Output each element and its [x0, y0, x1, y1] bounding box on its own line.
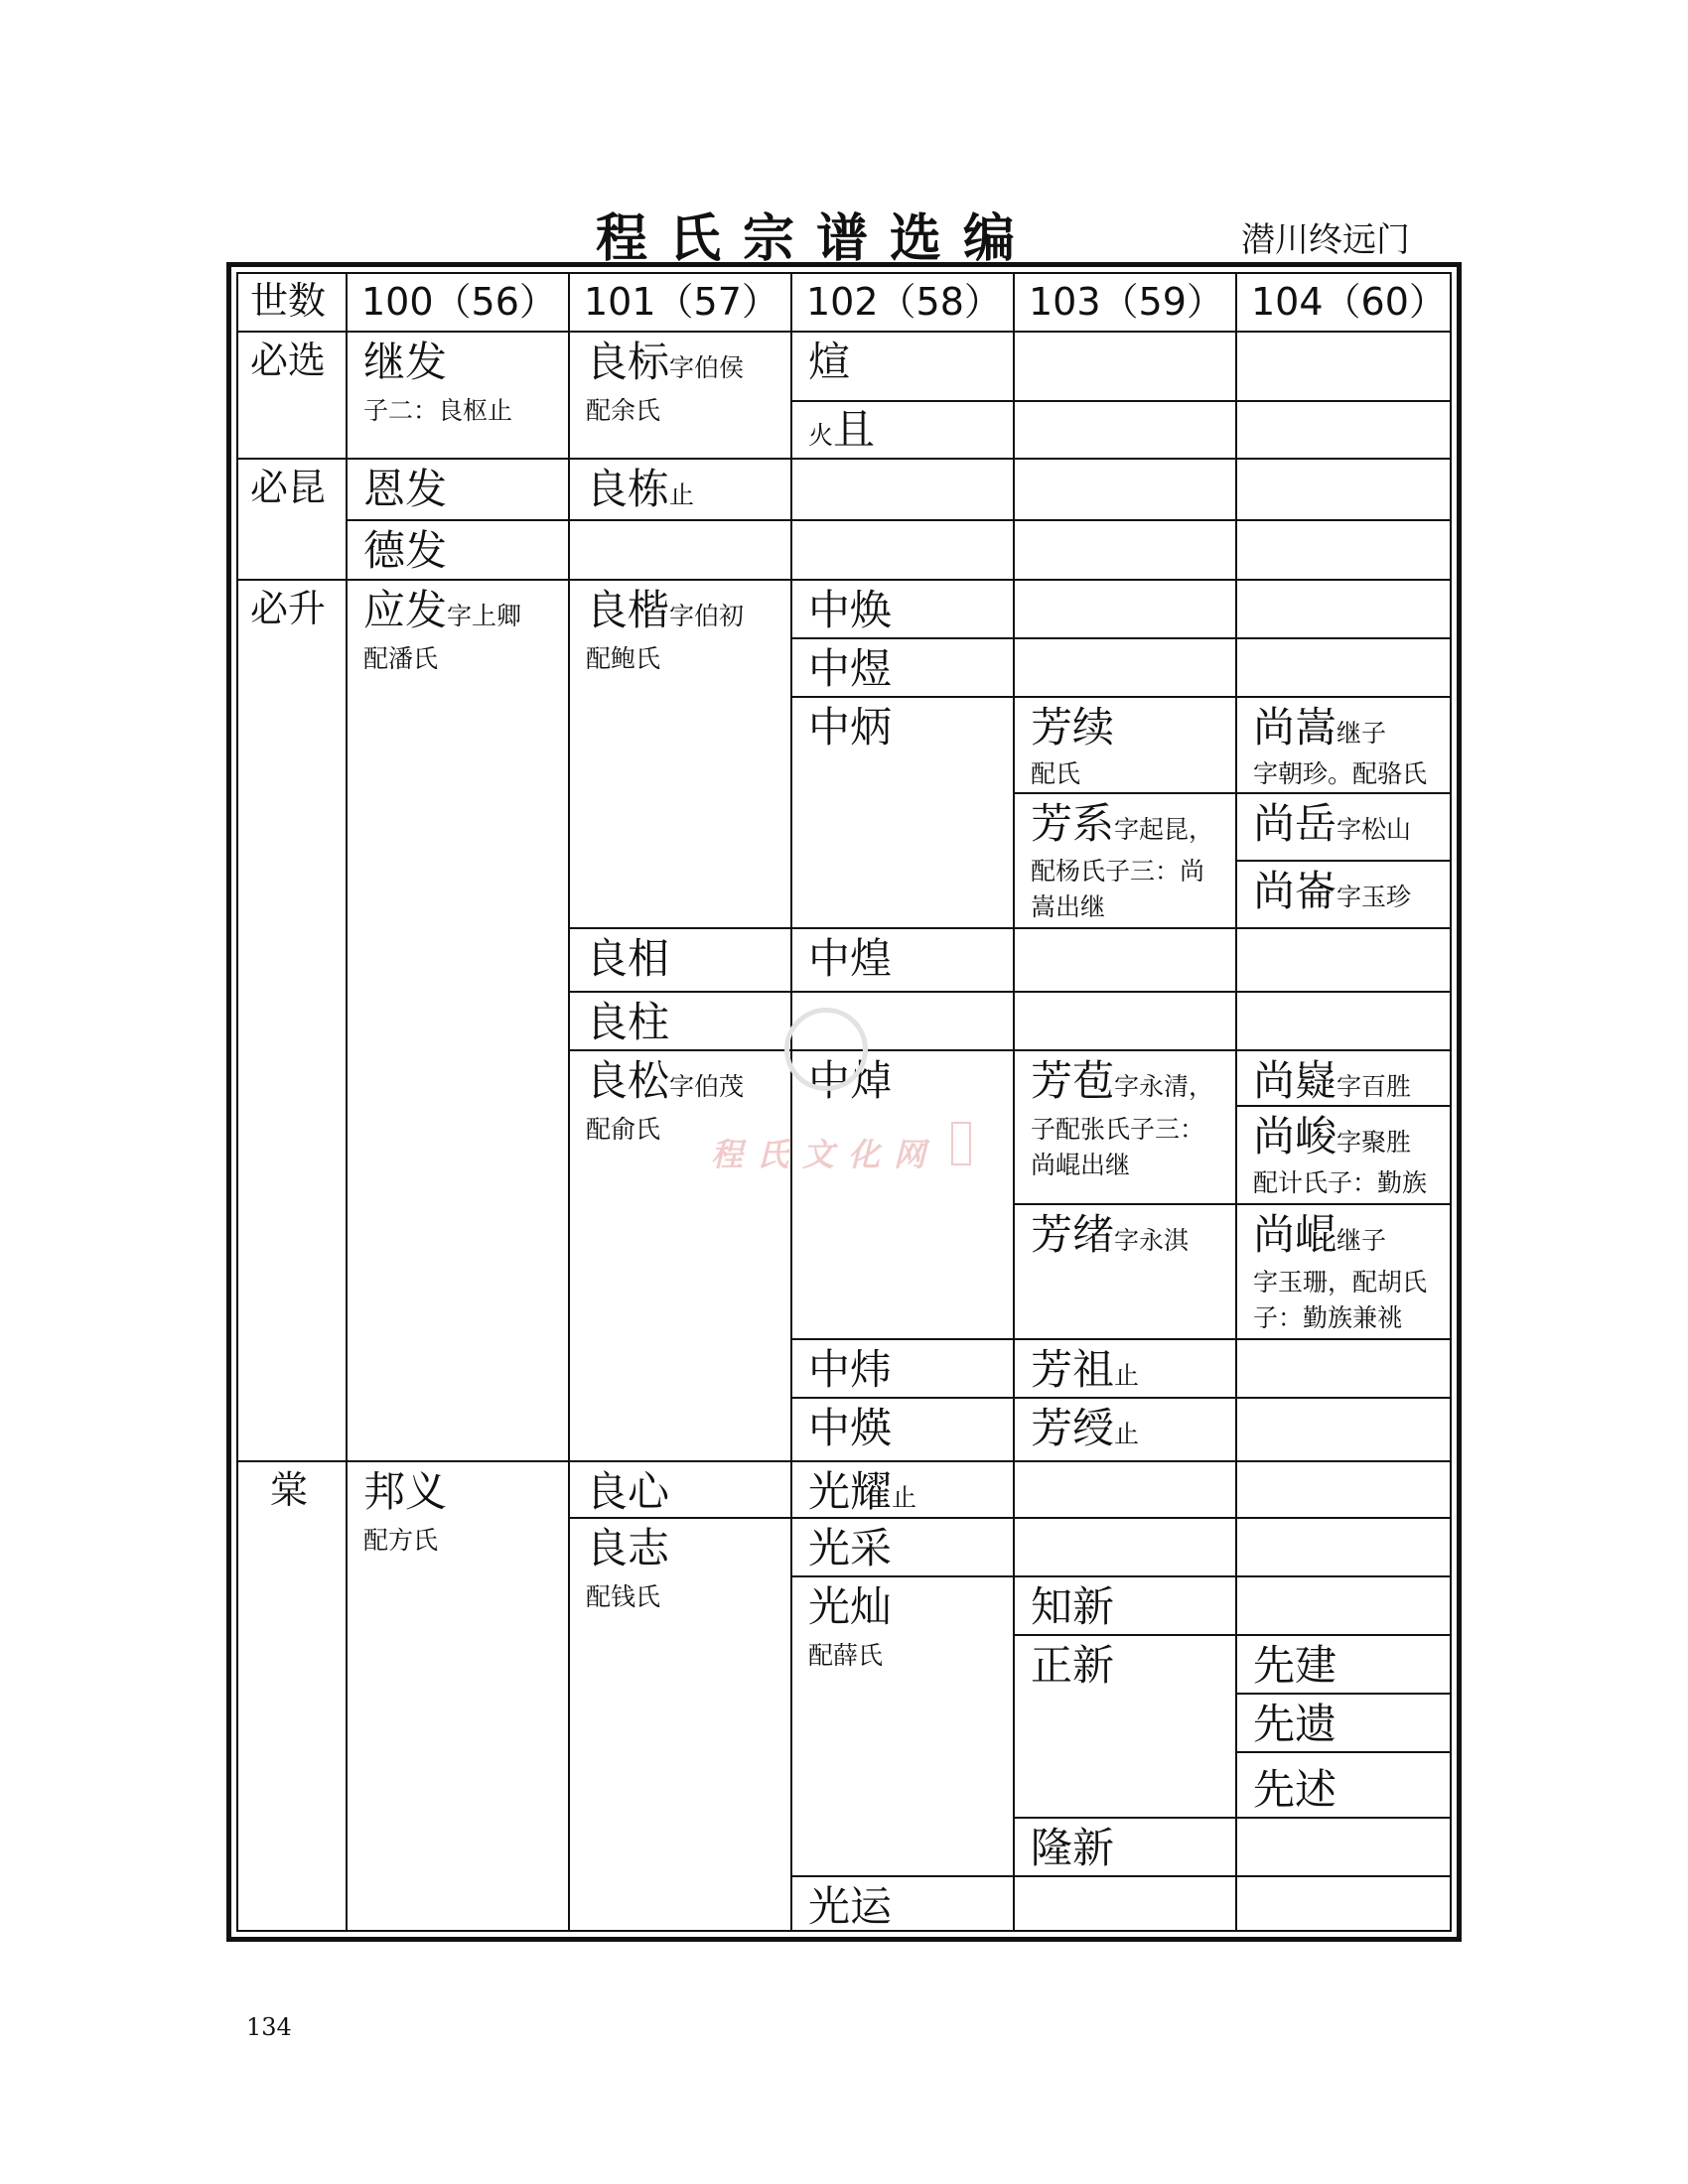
- person-name: 尚嶷: [1253, 1056, 1337, 1105]
- person-name: 先建: [1253, 1641, 1337, 1690]
- person-name: 良松: [586, 1056, 670, 1105]
- person-note: 配余氏: [586, 396, 661, 425]
- person-name: 光采: [808, 1524, 893, 1572]
- generation-label: 棠: [270, 1468, 309, 1512]
- row-divider: [346, 519, 1452, 521]
- person-name: 良栋: [586, 465, 670, 513]
- person-entry: [1031, 1056, 1214, 1105]
- person-name: 芳系: [1031, 799, 1115, 848]
- person-name: 知新: [1031, 1582, 1115, 1631]
- person-note: 子：勤族兼祧: [1253, 1303, 1403, 1332]
- header-col-104: 104（60）: [1251, 280, 1447, 324]
- page-number: 134: [246, 2013, 292, 2041]
- person-note: 配鲍氏: [586, 644, 661, 673]
- person-name: 尚崙: [1253, 867, 1337, 915]
- person-name-part: 火: [808, 421, 834, 450]
- person-entry: [1253, 703, 1387, 751]
- row-divider: [790, 637, 1452, 639]
- branch-name: 潜川终远门: [1241, 220, 1410, 260]
- person-name: 尚岳: [1253, 799, 1337, 848]
- person-entry: [363, 338, 448, 386]
- person-name: 中焯: [808, 1056, 893, 1105]
- person-entry: [586, 338, 745, 386]
- person-note: 继子: [1336, 719, 1387, 748]
- row-divider: [1013, 1817, 1452, 1819]
- person-entry: [1031, 799, 1214, 848]
- person-name: 尚嵩: [1253, 703, 1337, 751]
- person-name: 芳续: [1031, 703, 1115, 751]
- person-note: 配计氏子：勤族: [1253, 1168, 1428, 1197]
- person-name: 德发: [363, 526, 448, 575]
- person-note: 字伯茂: [669, 1072, 745, 1101]
- row-divider: [568, 1049, 1452, 1051]
- row-divider: [568, 991, 1452, 993]
- person-entry: [808, 405, 876, 454]
- person-name: 芳绶: [1031, 1404, 1115, 1452]
- header-col-102: 102（58）: [806, 280, 1002, 324]
- person-name: 中焕: [808, 586, 893, 634]
- person-entry: [808, 1582, 893, 1631]
- person-note: 字玉珍: [1336, 883, 1412, 911]
- person-entry: [1253, 1641, 1337, 1690]
- person-name: 且: [833, 405, 876, 454]
- person-entry: [363, 465, 448, 513]
- person-name: 光灿: [808, 1582, 893, 1631]
- person-note: 配钱氏: [586, 1582, 661, 1611]
- watermark-seal: [951, 1122, 971, 1165]
- person-entry: [363, 586, 522, 634]
- row-divider: [236, 1460, 1452, 1462]
- person-note: 继子: [1336, 1226, 1387, 1255]
- person-entry: [808, 703, 893, 751]
- person-name: 尚崐: [1253, 1210, 1337, 1259]
- person-entry: [1031, 1404, 1140, 1452]
- person-name: 正新: [1031, 1641, 1115, 1690]
- person-note: 嵩出继: [1031, 892, 1106, 921]
- row-divider: [790, 696, 1452, 698]
- person-note: 配氏: [1031, 759, 1081, 788]
- person-note: 字松山: [1336, 815, 1412, 844]
- person-entry: [1031, 1345, 1140, 1394]
- person-entry: [586, 1524, 670, 1572]
- person-name: 先遗: [1253, 1700, 1337, 1748]
- person-name: 中炜: [808, 1345, 893, 1394]
- row-divider: [568, 927, 1452, 929]
- person-entry: [1253, 1700, 1337, 1748]
- person-entry: [1253, 1210, 1387, 1259]
- person-note: 字聚胜: [1336, 1128, 1412, 1157]
- person-entry: [586, 1467, 670, 1516]
- person-entry: [1031, 703, 1115, 751]
- person-entry: [808, 1467, 917, 1516]
- row-divider: [236, 458, 1452, 460]
- generation-label: 必昆: [250, 466, 327, 509]
- person-entry: [808, 644, 893, 693]
- person-note: 配潘氏: [363, 644, 439, 673]
- person-entry: [586, 465, 695, 513]
- row-divider: [790, 400, 1452, 402]
- person-note: 字永淇: [1114, 1226, 1190, 1255]
- header-col-103: 103（59）: [1029, 280, 1224, 324]
- person-entry: [808, 1882, 893, 1931]
- person-entry: [363, 526, 448, 575]
- row-divider: [790, 1338, 1452, 1340]
- generation-label: 必选: [250, 339, 327, 382]
- person-name: 恩发: [363, 465, 448, 513]
- row-divider: [1235, 1105, 1452, 1107]
- person-entry: [1031, 1582, 1115, 1631]
- row-divider: [236, 331, 1452, 333]
- row-divider: [1013, 1634, 1452, 1636]
- person-name: 良楷: [586, 586, 670, 634]
- person-name: 良志: [586, 1524, 670, 1572]
- row-divider: [1235, 1693, 1452, 1695]
- person-name: 中煌: [808, 934, 893, 983]
- header-col-100: 100（56）: [361, 280, 557, 324]
- person-entry: [808, 338, 851, 386]
- person-entry: [586, 586, 745, 634]
- person-name: 良相: [586, 934, 670, 983]
- person-name: 尚峻: [1253, 1112, 1337, 1160]
- person-entry: [808, 1524, 893, 1572]
- header-generation: 世数: [250, 279, 327, 323]
- person-entry: [1253, 1765, 1337, 1814]
- person-entry: [1253, 799, 1412, 848]
- person-name: 芳绪: [1031, 1210, 1115, 1259]
- person-name: 隆新: [1031, 1824, 1115, 1872]
- row-divider: [1013, 1203, 1452, 1205]
- person-note: 配方氏: [363, 1526, 439, 1555]
- page-title: 程氏宗谱选编: [596, 209, 1038, 269]
- person-entry: [1253, 867, 1412, 915]
- person-name: 良标: [586, 338, 670, 386]
- row-divider: [790, 1397, 1452, 1399]
- row-divider: [1235, 1751, 1452, 1753]
- person-entry: [586, 1056, 745, 1105]
- watermark-logo: [784, 1008, 868, 1091]
- row-divider: [1235, 860, 1452, 862]
- person-entry: [586, 934, 670, 983]
- person-note: 配俞氏: [586, 1115, 661, 1144]
- person-name: 先述: [1253, 1765, 1337, 1814]
- person-name: 继发: [363, 338, 448, 386]
- person-name: 光运: [808, 1882, 893, 1931]
- person-note: 字百胜: [1336, 1072, 1412, 1101]
- row-divider: [790, 1875, 1452, 1877]
- person-note: 止: [1114, 1361, 1140, 1390]
- person-note: 字朝珍。配骆氏: [1253, 759, 1428, 788]
- person-entry: [808, 1404, 893, 1452]
- person-note: 字起昆，: [1114, 815, 1214, 844]
- person-note: 子二：良枢止: [363, 396, 513, 425]
- person-name: 应发: [363, 586, 448, 634]
- generation-label: 必升: [250, 587, 327, 630]
- person-note: 配杨氏子三：尚: [1031, 857, 1205, 886]
- header-col-101: 101（57）: [584, 280, 779, 324]
- person-entry: [808, 934, 893, 983]
- watermark-text: 程氏文化网: [711, 1136, 940, 1173]
- person-entry: [363, 1467, 448, 1516]
- person-entry: [1253, 1112, 1412, 1160]
- person-name: 芳祖: [1031, 1345, 1115, 1394]
- person-entry: [808, 586, 893, 634]
- person-note: 字上卿: [447, 602, 522, 630]
- person-note: 止: [1114, 1420, 1140, 1448]
- person-name: 芳苞: [1031, 1056, 1115, 1105]
- person-entry: [1031, 1210, 1190, 1259]
- person-name: 煊: [808, 338, 851, 386]
- person-note: 止: [892, 1483, 917, 1512]
- person-entry: [1253, 1056, 1412, 1105]
- person-name: 良柱: [586, 998, 670, 1046]
- person-note: 字永清，: [1114, 1072, 1214, 1101]
- row-divider: [236, 579, 1452, 581]
- person-name: 中煐: [808, 1404, 893, 1452]
- person-entry: [808, 1345, 893, 1394]
- person-note: 尚崐出继: [1031, 1151, 1131, 1179]
- person-name: 良心: [586, 1467, 670, 1516]
- person-name: 邦义: [363, 1467, 448, 1516]
- person-note: 字玉珊，配胡氏: [1253, 1268, 1428, 1297]
- person-note: 配薛氏: [808, 1641, 884, 1670]
- row-divider: [790, 1575, 1452, 1577]
- person-note: 字伯侯: [669, 353, 745, 382]
- person-note: 字伯初: [669, 602, 745, 630]
- person-name: 中煜: [808, 644, 893, 693]
- person-note: 止: [669, 480, 695, 509]
- person-entry: [1031, 1641, 1115, 1690]
- person-entry: [1031, 1824, 1115, 1872]
- row-divider: [1013, 792, 1452, 794]
- person-note: 子配张氏子三：: [1031, 1115, 1205, 1144]
- row-divider: [568, 1517, 1452, 1519]
- person-entry: [586, 998, 670, 1046]
- person-name: 光耀: [808, 1467, 893, 1516]
- person-name: 中炳: [808, 703, 893, 751]
